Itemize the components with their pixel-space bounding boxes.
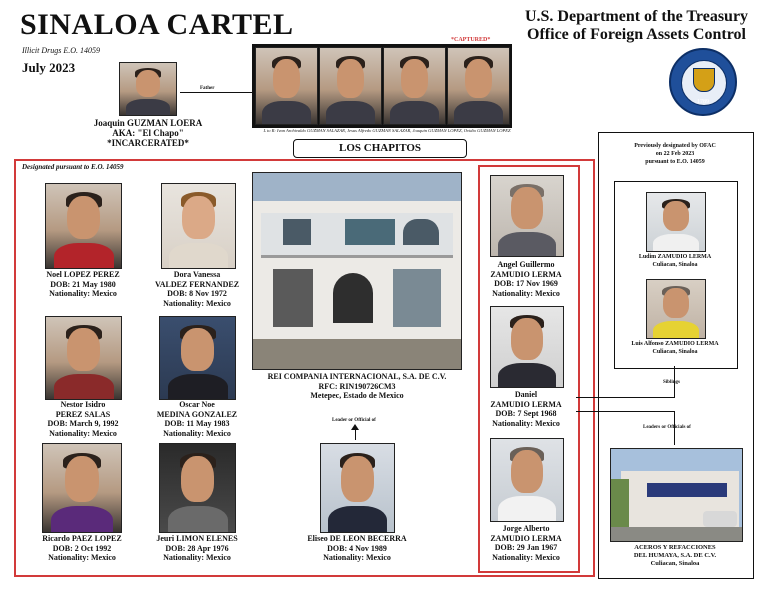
person-photo-jeuri <box>159 443 236 533</box>
caption-line: Nestor Isidro <box>60 400 106 409</box>
caption-line: Angel Guillermo <box>497 260 555 269</box>
chapo-photo <box>119 62 177 116</box>
person-photo-ricardo <box>42 443 122 533</box>
caption-line: RFC: RIN190726CM3 <box>318 381 396 391</box>
treasury-seal-icon <box>669 48 737 116</box>
father-connector <box>180 92 252 93</box>
caption-line: Nationality: Mexico <box>163 553 231 562</box>
caption-line: Ricardo PAEZ LOPEZ <box>42 534 122 543</box>
report-date: July 2023 <box>22 60 76 75</box>
person-photo-luis <box>646 279 706 339</box>
caption-line: Nationality: Mexico <box>492 418 560 428</box>
caption-line: Nationality: Mexico <box>163 298 231 308</box>
caption-line: Nationality: Mexico <box>49 428 117 438</box>
caption-line: REI COMPANIA INTERNACIONAL, S.A. DE C.V. <box>267 372 447 381</box>
person-caption-nestor <box>30 400 136 438</box>
person-caption-angel <box>480 260 572 298</box>
agency-title <box>519 8 754 44</box>
caption-line: Culiacan, Sinaloa <box>652 349 698 355</box>
caption-line: VALDEZ FERNANDEZ <box>154 279 240 289</box>
person-photo-oscar <box>159 316 236 400</box>
chapitos-photo-4 <box>447 47 510 125</box>
caption-line: DOB: 29 Jan 1967 <box>494 543 558 552</box>
leader-label: Leader or Official of <box>332 418 376 423</box>
caption-line: Nationality: Mexico <box>323 553 391 562</box>
caption-line: DEL HUMAYA, S.A. DE C.V. <box>633 552 717 559</box>
caption-line: Culiacan, Sinaloa <box>650 560 700 567</box>
chapo-status: *INCARCERATED* <box>107 138 189 148</box>
caption-line: Jorge Alberto <box>502 524 550 533</box>
caption-line: ACEROS Y REFACCIONES <box>634 544 716 551</box>
caption-line: Nationality: Mexico <box>163 428 231 438</box>
caption-line: DOB: 8 Nov 1972 <box>167 289 227 298</box>
caption-line: Ludim ZAMUDIO LERMA <box>638 254 712 260</box>
captured-tag: *CAPTURED* <box>451 37 491 43</box>
person-photo-ludim <box>646 192 706 252</box>
aceros-building-photo <box>610 448 743 542</box>
siblings-label: Siblings <box>663 380 680 385</box>
person-caption-jorge <box>480 524 572 562</box>
caption-line: Jeuri LIMON ELENES <box>156 534 238 543</box>
caption-line: Nationality: Mexico <box>48 553 116 562</box>
person-photo-daniel <box>490 306 564 388</box>
caption-line: Dora Vanessa <box>173 270 221 279</box>
caption-line: Metepec, Estado de Mexico <box>310 391 404 400</box>
agency-line-1: U.S. Department of the Treasury <box>524 8 749 25</box>
person-photo-angel <box>490 175 564 257</box>
person-photo-nestor <box>45 316 122 400</box>
caption-line: DOB: 17 Nov 1969 <box>494 279 558 288</box>
caption-line: Noel LOPEZ PEREZ <box>46 270 120 279</box>
caption-line: Luis Alfonso ZAMUDIO LERMA <box>631 341 719 347</box>
caption-line: PEREZ SALAS <box>55 409 111 419</box>
person-caption-dora <box>142 270 252 308</box>
agency-line-2: Office of Foreign Assets Control <box>527 26 746 43</box>
chapitos-photo-strip <box>252 44 512 128</box>
chapitos-photo-1 <box>255 47 318 125</box>
caption-line: DOB: 21 May 1980 <box>50 279 116 289</box>
caption-line: Oscar Noe <box>179 400 215 409</box>
aceros-caption <box>604 544 746 568</box>
person-photo-jorge <box>490 438 564 522</box>
person-caption-luis <box>616 340 734 356</box>
chapitos-caption: L to R: Ivan Archivaldo GUZMAN SALAZAR, Jesus Alfredo GUZMAN SALAZAR, Joaquin GUZMAN LOPEZ, Ovidio GUZMAN LOPEZ <box>263 128 511 133</box>
caption-line: ZAMUDIO LERMA <box>490 399 562 409</box>
person-photo-dora <box>161 183 236 269</box>
person-caption-ricardo <box>30 534 134 563</box>
person-caption-noel <box>30 270 136 299</box>
caption-line: DOB: March 9, 1992 <box>47 419 119 428</box>
caption-line: DOB: 28 Apr 1976 <box>165 543 229 553</box>
arrow-up-icon <box>351 424 359 430</box>
caption-line: Eliseo DE LEON BECERRA <box>307 534 407 543</box>
chapo-name: Joaquin GUZMAN LOERA <box>93 118 203 128</box>
caption-line: on 22 Feb 2023 <box>655 151 695 157</box>
caption-line: ZAMUDIO LERMA <box>490 533 562 543</box>
caption-line: DOB: 2 Oct 1992 <box>52 543 112 553</box>
chapitos-photo-3 <box>383 47 446 125</box>
person-photo-noel <box>45 183 122 269</box>
person-caption-jeuri <box>142 534 252 563</box>
caption-line: DOB: 4 Nov 1989 <box>327 543 387 553</box>
designated-label: Designated pursuant to E.O. 14059 <box>22 163 124 171</box>
seal-year: 1789 <box>697 99 709 105</box>
person-caption-ludim <box>616 253 734 269</box>
person-caption-eliseo <box>300 534 414 563</box>
person-photo-eliseo <box>320 443 395 533</box>
caption-line: MEDINA GONZALEZ <box>156 409 238 419</box>
rei-building-photo <box>252 172 462 370</box>
rei-company-caption <box>232 372 482 401</box>
previously-header <box>602 142 748 166</box>
caption-line: Nationality: Mexico <box>492 288 560 298</box>
caption-line: Culiacan, Sinaloa <box>652 262 698 268</box>
eo-label: Illicit Drugs E.O. 14059 <box>22 46 100 55</box>
caption-line: pursuant to E.O. 14059 <box>645 159 705 165</box>
person-caption-daniel <box>480 390 572 428</box>
caption-line: Daniel <box>514 390 538 399</box>
chapo-aka: AKA: "El Chapo" <box>112 128 184 138</box>
chapitos-label: LOS CHAPITOS <box>293 139 467 158</box>
caption-line: ZAMUDIO LERMA <box>490 269 562 279</box>
caption-line: Nationality: Mexico <box>49 289 117 298</box>
chapo-caption <box>80 118 216 148</box>
caption-line: DOB: 7 Sept 1968 <box>495 409 557 418</box>
person-caption-oscar <box>142 400 252 438</box>
chapitos-photo-2 <box>319 47 382 125</box>
caption-line: DOB: 11 May 1983 <box>164 419 230 428</box>
caption-line: Previously designated by OFAC <box>634 143 716 149</box>
leaders-label: Leaders or Officials of <box>643 425 691 430</box>
caption-line: Nationality: Mexico <box>492 552 560 562</box>
father-label: Father <box>200 86 215 91</box>
page-title: SINALOA CARTEL <box>20 8 294 41</box>
